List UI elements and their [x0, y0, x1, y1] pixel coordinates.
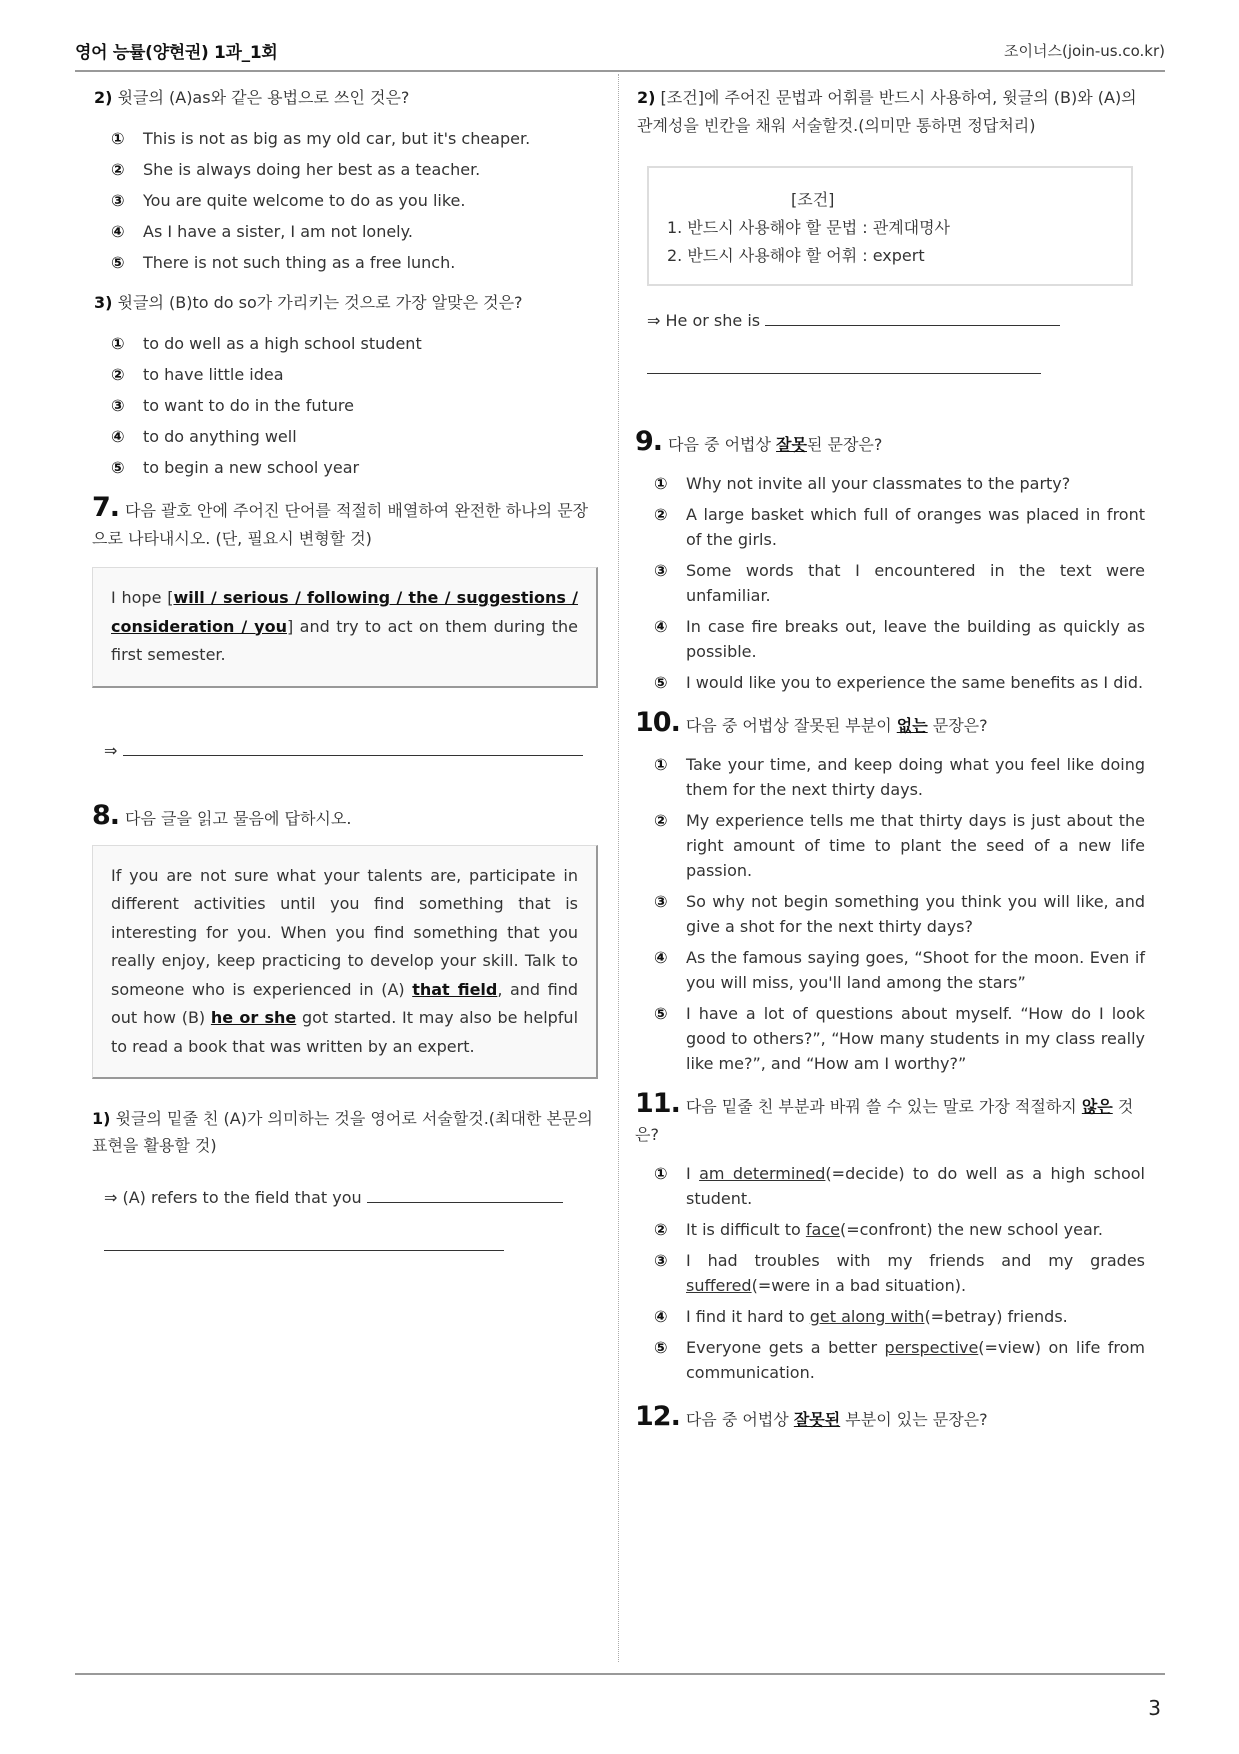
question-6-3-prompt — [94, 289, 602, 316]
subquestion-number: 1) — [92, 1109, 111, 1128]
question-12-heading — [635, 1403, 1145, 1434]
option-2[interactable] — [654, 808, 1145, 883]
option-text: Some words that I encountered in the text were unfamiliar. — [686, 561, 1145, 605]
emphasized-word: 잘못된 — [793, 1410, 841, 1429]
question-8-passage-box — [92, 845, 598, 1080]
question-8-2-answer-line-2[interactable] — [647, 356, 1145, 382]
arrow-icon: ⇒ — [104, 740, 118, 760]
sentence-end: ] and try to act on them during the first semester. — [111, 616, 579, 664]
option-marker: ① — [654, 1164, 668, 1183]
option-marker: ③ — [654, 892, 668, 911]
subquestion-number: 3) — [94, 293, 113, 312]
question-number: 8. — [92, 799, 120, 831]
answer-blank[interactable] — [123, 738, 583, 756]
option-text: to have little idea — [143, 365, 284, 384]
subquestion-number: 2) — [637, 88, 656, 107]
option-text: I have a lot of questions about myself. “How do I look good to others?”, “How many students in my class really like me?”, and “How am I worthy?” — [686, 1004, 1145, 1073]
underlined-phrase: perspective — [884, 1338, 979, 1357]
option-4[interactable] — [111, 424, 602, 449]
question-text: 된 문장은? — [806, 435, 883, 454]
passage-text: , and find out how (B) — [111, 979, 578, 1027]
option-marker: ② — [654, 1220, 668, 1239]
column-divider — [618, 74, 619, 1662]
question-text: 다음 괄호 안에 주어진 단어를 적절히 배열하여 완전한 하나의 문장으로 나타내시오. (단, 필요시 변형할 것) — [92, 501, 589, 548]
option-marker: ⑤ — [111, 458, 125, 477]
option-text: I am determined(=decide) to do well as a high school student. — [686, 1164, 1146, 1208]
option-marker: ② — [111, 160, 125, 179]
option-marker: ① — [654, 755, 668, 774]
underlined-phrase: am determined — [699, 1164, 826, 1183]
right-column — [637, 84, 1145, 1434]
option-text: My experience tells me that thirty days is just about the right amount of time to plant the seed of a new life passion. — [686, 811, 1145, 880]
question-number: 10. — [635, 707, 680, 738]
option-text: A large basket which full of oranges was placed in front of the girls. — [686, 505, 1145, 549]
question-11-options — [654, 1161, 1145, 1385]
option-text: She is always doing her best as a teacher. — [143, 160, 481, 179]
conditions-title: [조건] — [791, 190, 835, 209]
question-8-2-prompt — [637, 84, 1145, 140]
subquestion-text: 윗글의 (B)to do so가 가리키는 것으로 가장 알맞은 것은? — [117, 293, 523, 312]
option-1[interactable] — [111, 126, 602, 151]
emphasized-word: 잘못 — [776, 435, 807, 454]
option-4[interactable] — [111, 219, 602, 244]
question-text: 다음 밑줄 친 부분과 바꿔 쓸 수 있는 말로 가장 적절하지 — [685, 1097, 1082, 1116]
question-text: 다음 글을 읽고 물음에 답하시오. — [125, 808, 352, 828]
option-text: This is not as big as my old car, but it's cheaper. — [143, 129, 531, 148]
option-marker: ④ — [654, 1307, 668, 1326]
option-1[interactable] — [654, 1161, 1145, 1211]
condition-grammar: 1. 반드시 사용해야 할 문법 : 관계대명사 — [667, 218, 951, 237]
publisher-site: 조이너스(join-us.co.kr) — [1004, 42, 1165, 60]
answer-prefix: ⇒ (A) refers to the field that you — [104, 1188, 362, 1207]
option-marker: ① — [111, 129, 125, 148]
emphasized-word: 없는 — [896, 716, 928, 735]
condition-vocabulary: 2. 반드시 사용해야 할 어휘 : expert — [667, 246, 925, 265]
question-6-2-options — [111, 126, 602, 275]
question-10-options — [654, 752, 1145, 1076]
option-text: You are quite welcome to do as you like. — [143, 191, 466, 210]
option-marker: ⑤ — [111, 253, 125, 272]
option-marker: ① — [654, 474, 668, 493]
answer-blank[interactable] — [104, 1233, 504, 1251]
option-5[interactable] — [654, 670, 1145, 695]
underlined-phrase: suffered — [686, 1276, 752, 1295]
document-title: 영어 능률(양현권) 1과_1회 — [75, 43, 278, 63]
option-text: In case fire breaks out, leave the building as quickly as possible. — [686, 617, 1145, 661]
underlined-b: he or she — [210, 1008, 297, 1027]
emphasized-word: 않은 — [1081, 1097, 1113, 1116]
question-text: 다음 중 어법상 — [668, 435, 777, 454]
option-5[interactable] — [111, 455, 602, 480]
option-text: I find it hard to get along with(=betray) friends. — [686, 1307, 1068, 1326]
option-text: I had troubles with my friends and my grades suffered(=were in a bad situation). — [686, 1251, 1145, 1295]
question-8-1-prompt — [92, 1105, 602, 1159]
answer-prefix: ⇒ He or she is — [647, 311, 761, 330]
option-text: As I have a sister, I am not lonely. — [143, 222, 413, 241]
option-1[interactable] — [654, 752, 1145, 802]
option-text: As the famous saying goes, “Shoot for the moon. Even if you will miss, you'll land among the stars” — [686, 948, 1145, 992]
subquestion-text: 윗글의 (A)as와 같은 용법으로 쓰인 것은? — [117, 88, 410, 107]
question-text: 다음 중 어법상 — [685, 1410, 794, 1429]
question-10-heading — [635, 709, 1145, 740]
option-marker: ③ — [654, 561, 668, 580]
answer-blank[interactable] — [647, 356, 1041, 374]
question-9-options — [654, 471, 1145, 695]
question-text: 다음 중 어법상 잘못된 부분이 — [685, 716, 897, 735]
subquestion-number: 2) — [94, 88, 113, 107]
option-3[interactable] — [654, 558, 1145, 608]
question-8-1-answer-line-2[interactable] — [104, 1233, 602, 1259]
option-marker: ③ — [111, 396, 125, 415]
question-number: 7. — [92, 492, 120, 523]
question-number: 11. — [635, 1088, 680, 1119]
option-text: I would like you to experience the same benefits as I did. — [686, 673, 1144, 692]
scrambled-words: will / serious / following / the / suggestions / consideration / you — [111, 588, 579, 636]
underlined-phrase: get along with — [809, 1307, 925, 1326]
question-8-1-answer-line[interactable] — [104, 1185, 602, 1211]
question-6-3-options — [111, 331, 602, 480]
subquestion-text: [조건]에 주어진 문법과 어휘를 반드시 사용하여, 윗글의 (B)와 (A)의 관계성을 빈칸을 채워 서술할것.(의미만 통하면 정답처리) — [637, 88, 1137, 135]
option-2[interactable] — [111, 362, 602, 387]
option-3[interactable] — [111, 393, 602, 418]
option-5[interactable] — [111, 250, 602, 275]
passage-text: If you are not sure what your talents are, participate in different activities until you find something that is interesting for you. When you find something that you really enjoy, keep practicing to develop your skill. Talk to someone who is experienced in (A) — [111, 865, 578, 999]
footer-rule — [75, 1673, 1165, 1675]
option-marker: ③ — [654, 1251, 668, 1270]
option-3[interactable] — [654, 1248, 1145, 1298]
option-marker: ⑤ — [654, 1004, 668, 1023]
option-text: Why not invite all your classmates to the party? — [686, 474, 1071, 493]
question-11-heading — [635, 1090, 1145, 1149]
option-marker: ③ — [111, 191, 125, 210]
left-column — [94, 84, 602, 1259]
option-2[interactable] — [654, 1217, 1145, 1242]
option-text: to begin a new school year — [143, 458, 360, 477]
underlined-a: that field — [412, 979, 498, 999]
option-marker: ④ — [654, 948, 668, 967]
option-3[interactable] — [654, 889, 1145, 939]
subquestion-text: 윗글의 밑줄 친 (A)가 의미하는 것을 영어로 서술할것.(최대한 본문의 표현을 활용할 것) — [92, 1109, 593, 1155]
question-7-sentence-box — [92, 567, 598, 688]
option-2[interactable] — [654, 502, 1145, 552]
underlined-phrase: face — [805, 1220, 840, 1239]
option-marker: ④ — [111, 222, 125, 241]
option-text: to do anything well — [143, 427, 297, 446]
option-text: to want to do in the future — [143, 396, 354, 415]
option-1[interactable] — [111, 331, 602, 356]
question-8-2-answer-line[interactable] — [647, 308, 1145, 334]
answer-blank[interactable] — [765, 308, 1060, 326]
option-text: Everyone gets a better perspective(=view) on life from communication. — [686, 1338, 1145, 1382]
option-marker: ① — [111, 334, 125, 353]
page-header — [75, 36, 1165, 72]
option-marker: ② — [654, 505, 668, 524]
option-marker: ⑤ — [654, 1338, 668, 1357]
question-7-heading — [92, 494, 602, 553]
question-text: 것은? — [635, 1097, 1134, 1144]
option-marker: ④ — [654, 617, 668, 636]
option-5[interactable] — [654, 1001, 1145, 1076]
conditions-box — [647, 166, 1133, 286]
option-1[interactable] — [654, 471, 1145, 496]
option-marker: ② — [654, 811, 668, 830]
question-7-answer-line[interactable] — [104, 738, 602, 764]
option-4[interactable] — [654, 945, 1145, 995]
option-text: Take your time, and keep doing what you feel like doing them for the next thirty days. — [686, 755, 1145, 799]
option-4[interactable] — [654, 614, 1145, 664]
option-marker: ⑤ — [654, 673, 668, 692]
question-number: 9. — [635, 426, 663, 457]
question-number: 12. — [635, 1401, 680, 1432]
option-2[interactable] — [111, 157, 602, 182]
option-3[interactable] — [111, 188, 602, 213]
option-marker: ④ — [111, 427, 125, 446]
question-6-2-prompt — [94, 84, 602, 111]
option-5[interactable] — [654, 1335, 1145, 1385]
option-4[interactable] — [654, 1304, 1145, 1329]
question-text: 문장은? — [927, 716, 988, 735]
question-text: 부분이 있는 문장은? — [840, 1410, 988, 1429]
option-text: It is difficult to face(=confront) the new school year. — [686, 1220, 1103, 1239]
page-number: 3 — [1148, 1696, 1161, 1720]
question-8-heading — [92, 799, 602, 833]
passage-text: got started. It may also be helpful to read a book that was written by an expert. — [111, 1008, 579, 1056]
answer-blank[interactable] — [367, 1185, 563, 1203]
question-9-heading — [635, 428, 1145, 459]
option-text: to do well as a high school student — [143, 334, 422, 353]
option-text: So why not begin something you think you will like, and give a shot for the next thirty days? — [686, 892, 1145, 936]
option-marker: ② — [111, 365, 125, 384]
option-text: There is not such thing as a free lunch. — [143, 253, 456, 272]
sentence-start: I hope [ — [111, 588, 174, 607]
